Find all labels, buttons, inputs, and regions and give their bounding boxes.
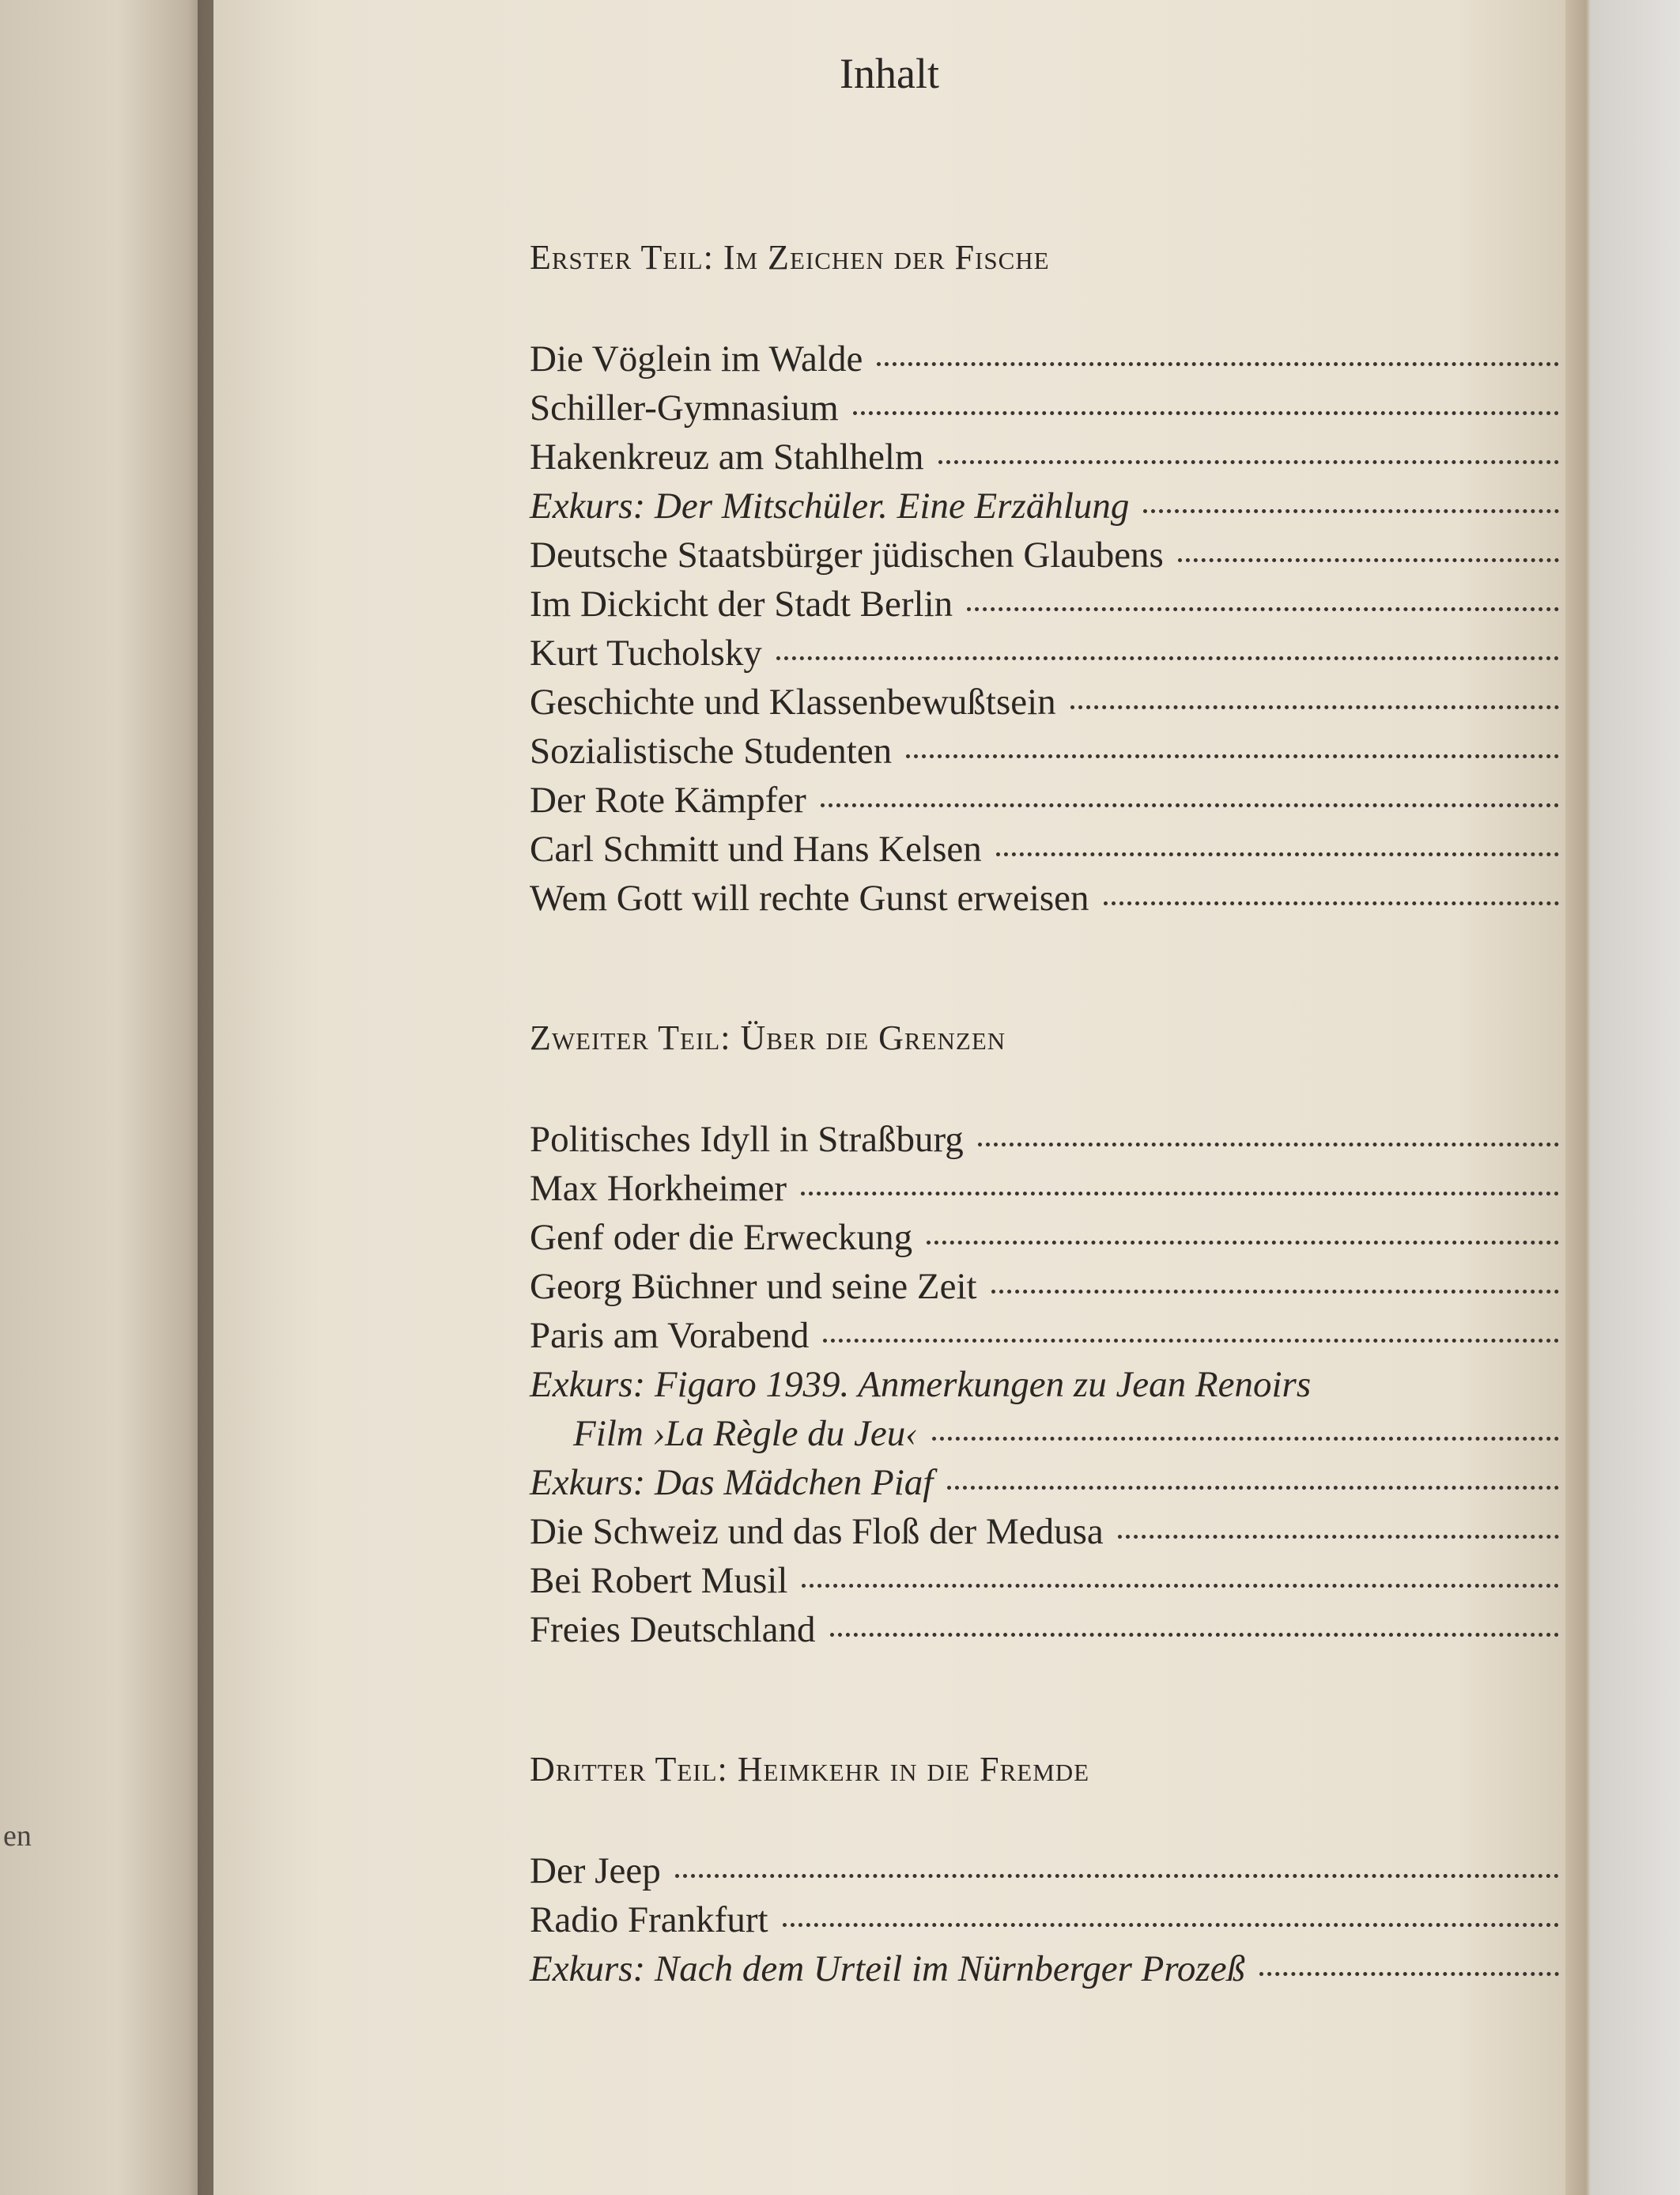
dot-leader	[932, 1437, 1559, 1441]
toc-entry	[530, 531, 1629, 580]
toc-entry	[530, 1605, 1629, 1654]
toc-entry-title: Max Horkheimer	[530, 1168, 787, 1209]
toc-entry	[530, 334, 1629, 383]
dot-leader	[938, 460, 1559, 464]
dot-leader	[1178, 558, 1559, 562]
dot-leader	[1118, 1535, 1559, 1539]
page-edge-background	[1565, 0, 1680, 2195]
toc-entry	[530, 776, 1629, 825]
dot-leader	[927, 1241, 1558, 1245]
toc-entry-title: Sozialistische Studenten	[530, 731, 893, 772]
dot-leader	[675, 1874, 1559, 1878]
toc-entry	[530, 629, 1629, 678]
toc-entry-title: Der Jeep	[530, 1850, 661, 1891]
toc-entry-list	[530, 1115, 1629, 1654]
dot-leader	[1104, 901, 1559, 905]
dot-leader	[1070, 705, 1559, 709]
toc-entry	[530, 1846, 1629, 1895]
toc-entry-title: Schiller-Gymnasium	[530, 387, 839, 429]
toc-entry-title: Geschichte und Klassenbewußtsein	[530, 682, 1056, 723]
toc-entry	[530, 678, 1629, 727]
toc-entry-title: Exkurs: Das Mädchen Piaf	[530, 1462, 934, 1503]
toc-entry	[530, 727, 1629, 776]
page-title: Inhalt	[840, 50, 939, 97]
facing-page-left	[0, 0, 213, 2195]
toc-entry-title: Radio Frankfurt	[530, 1899, 768, 1940]
toc-entry-title: Genf oder die Erweckung	[530, 1217, 913, 1258]
dot-leader	[947, 1486, 1558, 1490]
toc-entry-title: Hakenkreuz am Stahlhelm	[530, 436, 924, 478]
toc-entry	[530, 482, 1629, 531]
table-of-contents	[530, 237, 1629, 2088]
toc-entry-title: Im Dickicht der Stadt Berlin	[530, 584, 953, 625]
toc-entry	[530, 580, 1629, 629]
toc-entry-title: Bei Robert Musil	[530, 1560, 788, 1601]
toc-entry	[530, 1895, 1629, 1944]
toc-entry-title: Paris am Vorabend	[530, 1315, 810, 1356]
toc-entry-list	[530, 1846, 1629, 1993]
toc-part	[530, 237, 1629, 923]
toc-entry-list	[530, 334, 1629, 923]
dot-leader	[1143, 509, 1559, 513]
toc-entry	[530, 1213, 1629, 1262]
toc-entry-title: Der Rote Kämpfer	[530, 780, 806, 821]
dot-leader	[830, 1633, 1559, 1637]
toc-part	[530, 1018, 1629, 1654]
toc-entry	[530, 874, 1629, 923]
dot-leader	[821, 803, 1559, 807]
toc-entry-title: Georg Büchner und seine Zeit	[530, 1266, 977, 1307]
dot-leader	[967, 607, 1559, 611]
toc-entry	[530, 433, 1629, 482]
dot-leader	[801, 1192, 1559, 1196]
toc-entry	[530, 1262, 1629, 1311]
dot-leader	[906, 754, 1558, 758]
toc-entry	[530, 383, 1629, 433]
toc-entry	[530, 1164, 1629, 1213]
facing-page-text-fragment: en	[3, 1819, 32, 1853]
part-heading: Dritter Teil: Heimkehr in die Fremde	[530, 1750, 1090, 1789]
dot-leader	[991, 1290, 1559, 1294]
dot-leader	[783, 1923, 1559, 1927]
toc-entry-title: Exkurs: Nach dem Urteil im Nürnberger Prozeß	[530, 1948, 1246, 1989]
dot-leader	[823, 1339, 1558, 1343]
toc-entry	[530, 1311, 1629, 1360]
part-heading: Erster Teil: Im Zeichen der Fische	[530, 238, 1050, 277]
toc-part	[530, 1749, 1629, 1993]
toc-entry	[530, 1360, 1629, 1409]
dot-leader	[978, 1143, 1559, 1147]
toc-entry-title: Die Schweiz und das Floß der Medusa	[530, 1511, 1104, 1552]
dot-leader	[877, 362, 1559, 366]
toc-entry-title: Exkurs: Figaro 1939. Anmerkungen zu Jean Renoirs	[530, 1364, 1312, 1405]
toc-entry-title: Exkurs: Der Mitschüler. Eine Erzählung	[530, 485, 1130, 527]
dot-leader	[853, 411, 1559, 415]
toc-entry-title: Kurt Tucholsky	[530, 633, 762, 674]
toc-entry	[530, 1556, 1629, 1605]
toc-entry	[530, 1409, 1629, 1458]
toc-entry	[530, 1115, 1629, 1164]
dot-leader	[1259, 1972, 1558, 1976]
contents-page	[213, 0, 1565, 2195]
toc-entry-title: Carl Schmitt und Hans Kelsen	[530, 829, 982, 870]
dot-leader	[996, 852, 1559, 856]
toc-entry-title: Die Vöglein im Walde	[530, 338, 863, 380]
dot-leader	[776, 656, 1559, 660]
toc-entry-title: Film ›La Règle du Jeu‹	[573, 1413, 918, 1454]
dot-leader	[802, 1584, 1558, 1588]
part-heading: Zweiter Teil: Über die Grenzen	[530, 1018, 1006, 1057]
toc-entry	[530, 1944, 1629, 1993]
toc-entry-title: Wem Gott will rechte Gunst erweisen	[530, 878, 1089, 919]
toc-entry	[530, 1458, 1629, 1507]
toc-entry-title: Politisches Idyll in Straßburg	[530, 1119, 964, 1160]
toc-entry-title: Deutsche Staatsbürger jüdischen Glaubens	[530, 535, 1164, 576]
toc-entry-title: Freies Deutschland	[530, 1609, 816, 1650]
toc-entry	[530, 1507, 1629, 1556]
toc-entry	[530, 825, 1629, 874]
